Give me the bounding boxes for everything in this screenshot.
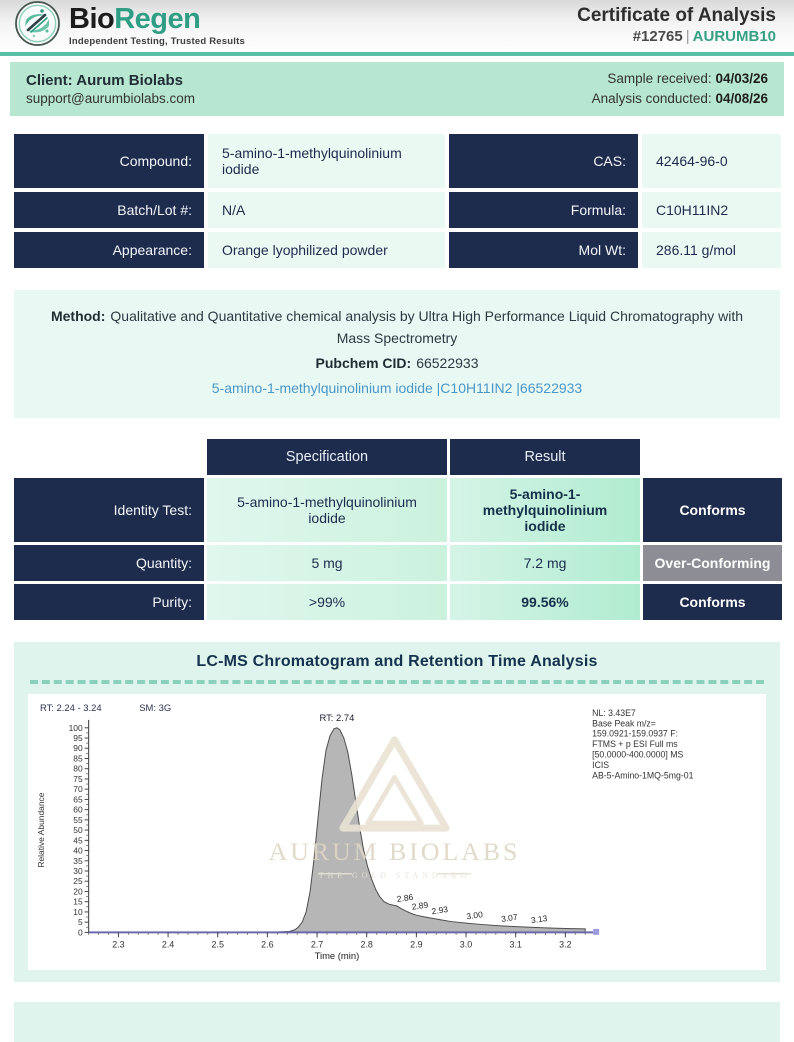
formula-label: Formula: — [449, 192, 638, 228]
chromatogram-svg — [32, 698, 762, 968]
peak-area — [89, 728, 586, 933]
svg-text:85: 85 — [73, 753, 83, 764]
chromatogram-chart — [28, 694, 766, 970]
appearance-value: Orange lyophilized powder — [208, 232, 445, 268]
results-table — [14, 439, 780, 620]
svg-text:100: 100 — [68, 722, 83, 733]
svg-text:95: 95 — [73, 732, 83, 743]
pubchem-link[interactable]: 5-amino-1-methylquinolinium iodide |C10H11IN2 |66522933 — [211, 380, 583, 397]
bioregen-logo-icon — [14, 0, 61, 52]
svg-text:2.9: 2.9 — [410, 939, 423, 950]
svg-text:5: 5 — [77, 917, 83, 928]
chart-rt-range: RT: 2.24 - 3.24 — [39, 701, 102, 713]
quantity-result: 7.2 mg — [450, 545, 640, 581]
quantity-spec: 5 mg — [207, 545, 447, 581]
minor-peak-label: 2.89 — [411, 899, 429, 912]
client-bar — [10, 62, 784, 116]
identity-spec: 5-amino-1-methylquinolinium iodide — [207, 478, 447, 542]
nl-annotation-line: NL: 3.43E7 — [592, 707, 636, 718]
svg-text:3.2: 3.2 — [559, 939, 572, 950]
main-peak-label: RT: 2.74 — [319, 711, 355, 723]
quantity-status-badge: Over-Conforming — [643, 545, 782, 581]
dashed-divider — [30, 680, 764, 684]
minor-peak-label: 3.13 — [530, 912, 548, 926]
method-text: Method: Qualitative and Quantitative chemical analysis by Ultra High Performance Liquid Chromatography with Mass Spectrometry — [50, 308, 744, 346]
appearance-label: Appearance: — [14, 232, 204, 268]
purity-result: 99.56% — [450, 584, 640, 620]
svg-text:75: 75 — [73, 773, 83, 784]
sample-received: Sample received: 04/03/26 — [607, 71, 768, 86]
nl-annotation-line: 159.0921-159.0937 F: — [592, 728, 678, 739]
purity-label: Purity: — [14, 584, 204, 620]
svg-text:60: 60 — [73, 804, 83, 815]
compound-label: Compound: — [14, 134, 204, 188]
formula-value: C10H11IN2 — [642, 192, 781, 228]
x-axis-label: Time (min) — [314, 950, 360, 962]
svg-text:3.0: 3.0 — [459, 939, 473, 950]
svg-text:25: 25 — [73, 876, 83, 887]
svg-text:THE GOLD STANDARD: THE GOLD STANDARD — [318, 870, 471, 880]
minor-peak-label: 3.07 — [500, 911, 519, 924]
minor-peak-label: 2.93 — [430, 903, 449, 917]
molwt-value: 286.11 g/mol — [642, 232, 781, 268]
analysis-conducted: Analysis conducted: 04/08/26 — [591, 90, 768, 106]
nl-annotation-line: ICIS — [592, 759, 610, 770]
brand-logo — [14, 0, 245, 52]
footer-bar — [14, 1002, 780, 1042]
results-header-spacer — [643, 439, 782, 475]
chromatogram-section — [14, 642, 780, 982]
svg-text:20: 20 — [73, 886, 83, 897]
results-header-spacer — [14, 439, 204, 475]
certificate-title: Certificate of Analysis — [577, 5, 776, 27]
svg-text:2.6: 2.6 — [261, 939, 274, 950]
method-box — [14, 290, 780, 418]
product-code: AURUMB10 — [692, 28, 776, 45]
purity-spec: >99% — [207, 584, 447, 620]
svg-text:3.1: 3.1 — [509, 939, 522, 950]
svg-text:30: 30 — [73, 865, 83, 876]
page-header — [0, 0, 794, 56]
cas-value: 42464-96-0 — [642, 134, 781, 188]
quantity-label: Quantity: — [14, 545, 204, 581]
svg-text:35: 35 — [73, 855, 83, 866]
specification-header: Specification — [207, 439, 447, 475]
chromatogram-title: LC-MS Chromatogram and Retention Time Analysis — [196, 652, 598, 670]
molwt-label: Mol Wt: — [449, 232, 638, 268]
svg-text:65: 65 — [73, 794, 83, 805]
nl-annotation-line: Base Peak m/z= — [592, 718, 656, 729]
nl-annotation-line: [50.0000-400.0000] MS — [592, 749, 684, 760]
pubchem-cid: Pubchem CID: 66522933 — [315, 354, 479, 371]
svg-text:2.5: 2.5 — [211, 939, 224, 950]
svg-text:2.4: 2.4 — [161, 939, 175, 950]
purity-status-badge: Conforms — [643, 584, 782, 620]
nl-annotation-line: FTMS + p ESI Full ms — [592, 739, 678, 750]
y-axis-label: Relative Abundance — [35, 792, 46, 868]
svg-text:55: 55 — [73, 814, 83, 825]
svg-text:50: 50 — [73, 824, 83, 835]
aurum-watermark — [269, 740, 521, 880]
compound-value: 5-amino-1-methylquinolinium iodide — [208, 134, 445, 188]
cas-label: CAS: — [449, 134, 638, 188]
svg-text:70: 70 — [73, 784, 83, 795]
svg-text:2.7: 2.7 — [310, 939, 324, 950]
minor-peak-label: 3.00 — [465, 909, 484, 922]
identity-test-label: Identity Test: — [14, 478, 204, 542]
minor-peak-label: 2.86 — [396, 891, 414, 904]
axis-end-marker — [593, 929, 599, 935]
svg-text:15: 15 — [73, 896, 83, 907]
svg-text:AURUM BIOLABS: AURUM BIOLABS — [268, 836, 521, 866]
identity-status-badge: Conforms — [643, 478, 782, 542]
nl-annotation-line: AB-5-Amino-1MQ-5mg-01 — [592, 770, 694, 781]
client-email: support@aurumbiolabs.com — [26, 90, 196, 106]
client-name: Client: Aurum Biolabs — [26, 71, 183, 89]
result-header: Result — [450, 439, 640, 475]
svg-text:2.3: 2.3 — [112, 939, 125, 950]
svg-text:10: 10 — [73, 906, 83, 917]
svg-text:80: 80 — [73, 763, 83, 774]
brand-tagline: Independent Testing, Trusted Results — [69, 35, 245, 47]
compound-info-table — [14, 134, 780, 268]
brand-name: BioRegen — [69, 2, 201, 35]
batch-value: N/A — [208, 192, 445, 228]
identity-result: 5-amino-1-methylquinolinium iodide — [450, 478, 640, 542]
chart-sm: SM: 3G — [139, 701, 172, 713]
batch-label: Batch/Lot #: — [14, 192, 204, 228]
svg-text:45: 45 — [73, 835, 83, 846]
svg-text:2.8: 2.8 — [360, 939, 373, 950]
svg-text:40: 40 — [73, 845, 83, 856]
svg-text:0: 0 — [77, 927, 83, 938]
certificate-number: #12765 | AURUMB10 — [632, 28, 776, 45]
svg-text:90: 90 — [73, 743, 83, 754]
